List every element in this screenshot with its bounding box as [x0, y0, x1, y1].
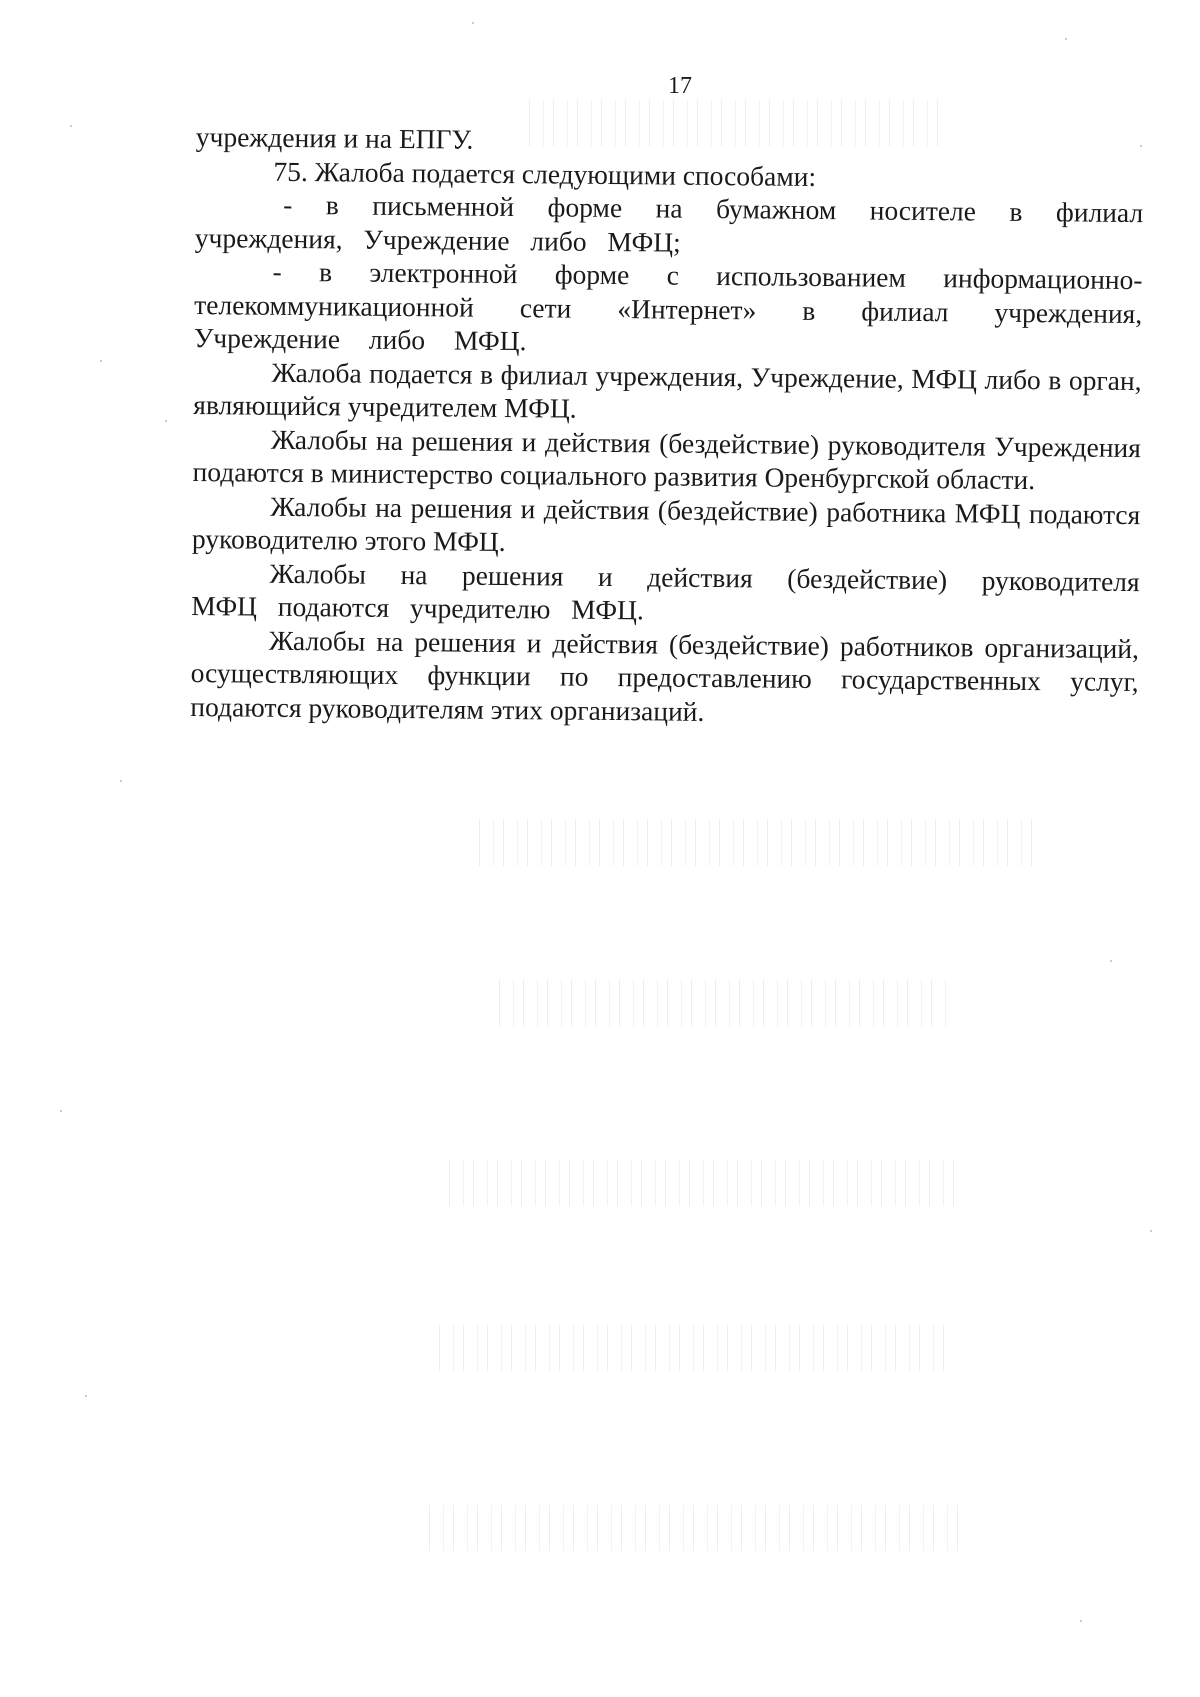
- scan-dot: [60, 1110, 62, 1112]
- scan-dot: [1080, 1620, 1082, 1622]
- scan-artifact: [430, 1325, 950, 1371]
- scan-dot: [70, 125, 72, 127]
- scan-artifact: [520, 100, 950, 146]
- scan-dot: [1065, 38, 1067, 40]
- scan-dot: [472, 22, 474, 24]
- paragraph-continuation: учреждения и на ЕПГУ.: [195, 120, 474, 155]
- paragraph-complaint-mfc-worker: Жалобы на решения и действия (бездействие) работника МФЦ подаются руководителю этого МФЦ.: [191, 490, 1141, 557]
- scan-artifact: [440, 1160, 960, 1206]
- scan-artifact: [420, 1505, 960, 1551]
- paragraph-75-heading: 75. Жалоба подается следующими способами:: [273, 155, 817, 192]
- paragraph-complaint-head-institution: Жалобы на решения и действия (бездействие) руководителя Учреждения подаются в министерство социального развития Оренбургской области.: [192, 423, 1142, 496]
- list-item-electronic-form: - в электронной форме с использованием информационно-телекоммуникационной сети «Интернет» в филиал учреждения, Учреждение либо МФЦ.: [193, 255, 1143, 357]
- scan-dot: [1110, 960, 1112, 962]
- scan-dot: [1140, 145, 1142, 147]
- scan-dot: [100, 360, 102, 362]
- document-body: [190, 120, 1144, 732]
- scan-dot: [120, 780, 122, 782]
- scan-artifact: [490, 980, 950, 1026]
- paragraph-complaint-organizations: Жалобы на решения и действия (бездействие) работников организаций, осуществляющих функции по предоставлению государственных услуг, подаются руководителям этих организаций.: [190, 624, 1140, 727]
- scan-artifact: [470, 820, 1040, 866]
- paragraph-complaint-destination: Жалоба подается в филиал учреждения, Учреждение, МФЦ либо в орган, являющийся учредителем МФЦ.: [193, 356, 1142, 424]
- scan-dot: [165, 420, 167, 422]
- page-number: 17: [668, 73, 692, 99]
- scan-dot: [85, 1395, 87, 1397]
- list-item-paper-form: - в письменной форме на бумажном носителе в филиал учреждения, Учреждение либо МФЦ;: [194, 188, 1144, 258]
- paragraph-complaint-mfc-head: Жалобы на решения и действия (бездействие) руководителя МФЦ подаются учредителю МФЦ.: [191, 557, 1140, 626]
- scan-dot: [1150, 1230, 1152, 1232]
